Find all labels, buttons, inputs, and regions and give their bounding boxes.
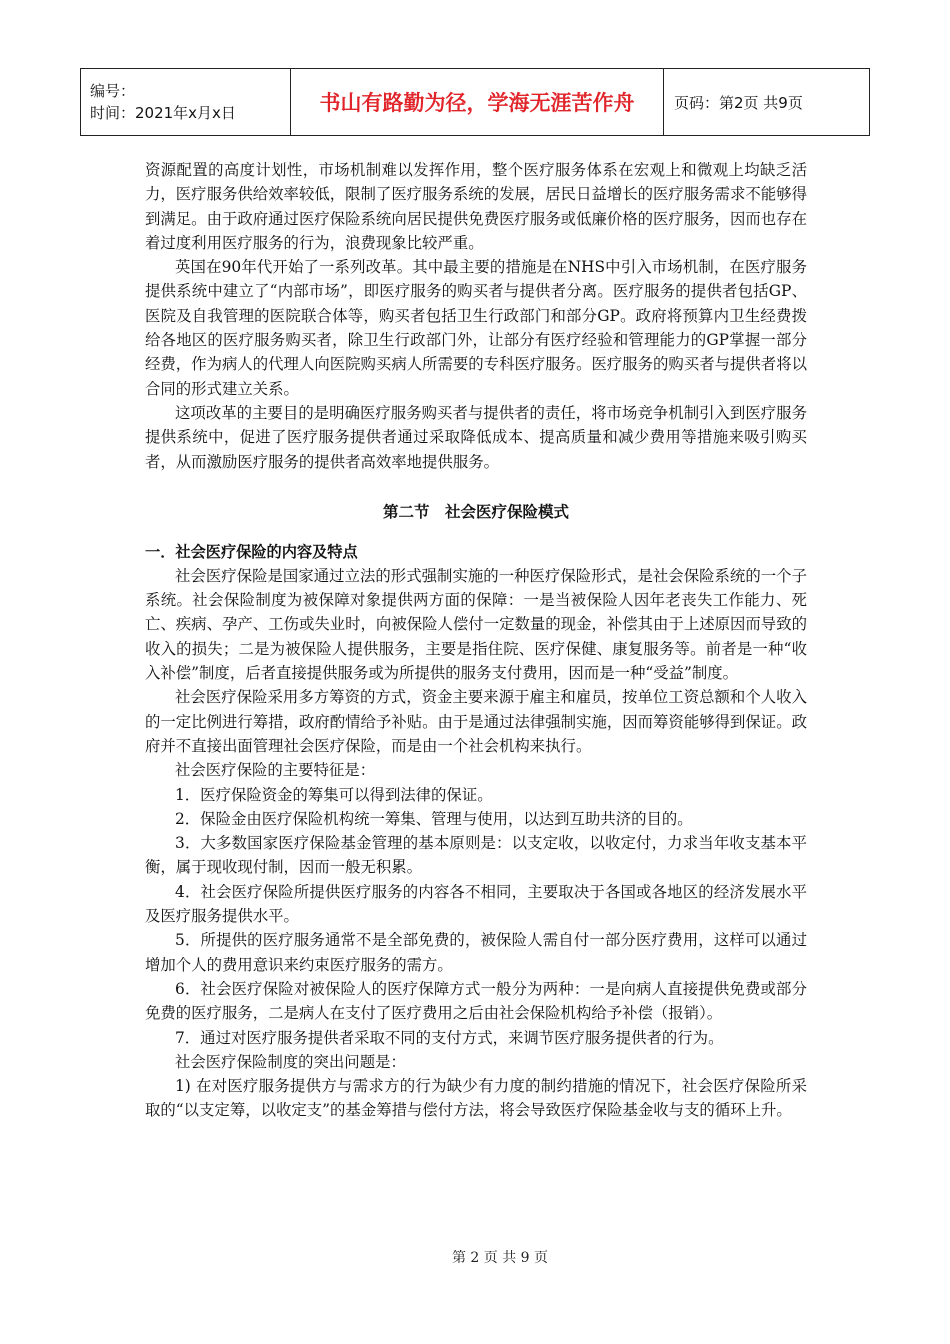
subsection-heading: 一．社会医疗保险的内容及特点 — [145, 542, 358, 561]
list-item: 1．医疗保险资金的筹集可以得到法律的保证。 — [175, 785, 493, 804]
header-motto: 书山有路勤为径，学海无涯苦作舟 — [291, 69, 664, 136]
list-item: 2．保险金由医疗保险机构统一筹集、管理与使用，以达到互助共济的目的。 — [175, 809, 693, 828]
list-item: 7．通过对医疗服务提供者采取不同的支付方式，来调节医疗服务提供者的行为。 — [175, 1028, 724, 1047]
paragraph: 社会医疗保险制度的突出问题是： — [175, 1052, 406, 1071]
paragraph: 资源配置的高度计划性，市场机制难以发挥作用，整个医疗服务体系在宏观上和微观上均缺乏活力，医疗服务供给效率较低，限制了医疗服务系统的发展，居民日益增长的医疗服务需求不能够得到满足。由于政府通过医疗保险系统向居民提供免费医疗服务或低廉价格的医疗服务，因而也存在着过度利用医疗服务的行为，浪费现象比较严重。 — [145, 161, 807, 252]
header-table — [80, 68, 870, 136]
paragraph: 社会医疗保险的主要特征是： — [175, 761, 376, 780]
list-item: 5．所提供的医疗服务通常不是全部免费的，被保险人需自付一部分医疗费用，这样可以通过增加个人的费用意识来约束医疗服务的需方。 — [145, 931, 807, 974]
list-item: 6．社会医疗保险对被保险人的医疗保障方式一般分为两种：一是向病人直接提供免费或部分免费的医疗服务，二是病人在支付了医疗费用之后由社会保险机构给予补偿（报销）。 — [145, 979, 807, 1023]
list-item: 3．大多数国家医疗保险基金管理的基本原则是：以支定收，以收定付，力求当年收支基本平衡，属于现收现付制，因而一般无积累。 — [145, 834, 807, 877]
page-footer: 第 2 页 共 9 页 — [451, 1250, 549, 1266]
document-date-label: 时间：2021年x月x日 — [90, 104, 236, 122]
paragraph: 这项改革的主要目的是明确医疗服务购买者与提供者的责任，将市场竞争机制引入到医疗服务提供系统中，促进了医疗服务提供者通过采取降低成本、提高质量和减少费用等措施来吸引购买者，从而激励医疗服务的提供者高效率地提供服务。 — [145, 403, 807, 471]
document-body — [145, 158, 807, 1123]
header-meta-cell — [81, 69, 291, 136]
list-item: 1) 在对医疗服务提供方与需求方的行为缺少有力度的制约措施的情况下，社会医疗保险所采取的“以支定筹，以收定支”的基金筹措与偿付方法，将会导致医疗保险基金收与支的循环上升。 — [145, 1077, 807, 1120]
list-item: 4．社会医疗保险所提供医疗服务的内容各不相同，主要取决于各国或各地区的经济发展水平及医疗服务提供水平。 — [145, 882, 807, 926]
section-title: 第二节 社会医疗保险模式 — [382, 502, 569, 521]
paragraph: 社会医疗保险是国家通过立法的形式强制实施的一种医疗保险形式，是社会保险系统的一个子系统。社会保险制度为被保障对象提供两方面的保障：一是当被保险人因年老丧失工作能力、死亡、疾病、孕产、工伤或失业时，向被保险人偿付一定数量的现金，补偿其由于上述原因而导致的收入的损失；二是为被保险人提供服务，主要是指住院、医疗保健、康复服务等。前者是一种“收入补偿”制度，后者直接提供服务或为所提供的服务支付费用，因而是一种“受益”制度。 — [145, 566, 807, 683]
document-number-label: 编号： — [90, 82, 136, 100]
paragraph: 社会医疗保险采用多方筹资的方式，资金主要来源于雇主和雇员，按单位工资总额和个人收入的一定比例进行筹措，政府酌情给予补贴。由于是通过法律强制实施，因而筹资能够得到保证。政府并不直接出面管理社会医疗保险，而是由一个社会机构来执行。 — [145, 688, 807, 755]
paragraph: 英国在90年代开始了一系列改革。其中最主要的措施是在NHS中引入市场机制，在医疗服务提供系统中建立了“内部市场”，即医疗服务的购买者与提供者分离。医疗服务的提供者包括GP、医院及自我管理的医院联合体等，购买者包括卫生行政部门和部分GP。政府将预算内卫生经费拨给各地区的医疗服务购买者，除卫生行政部门外，让部分有医疗经验和管理能力的GP掌握一部分经费，作为病人的代理人向医院购买病人所需要的专科医疗服务。医疗服务的购买者与提供者将以合同的形式建立关系。 — [145, 258, 807, 398]
header-page-number: 页码：第2页 共9页 — [664, 69, 870, 136]
